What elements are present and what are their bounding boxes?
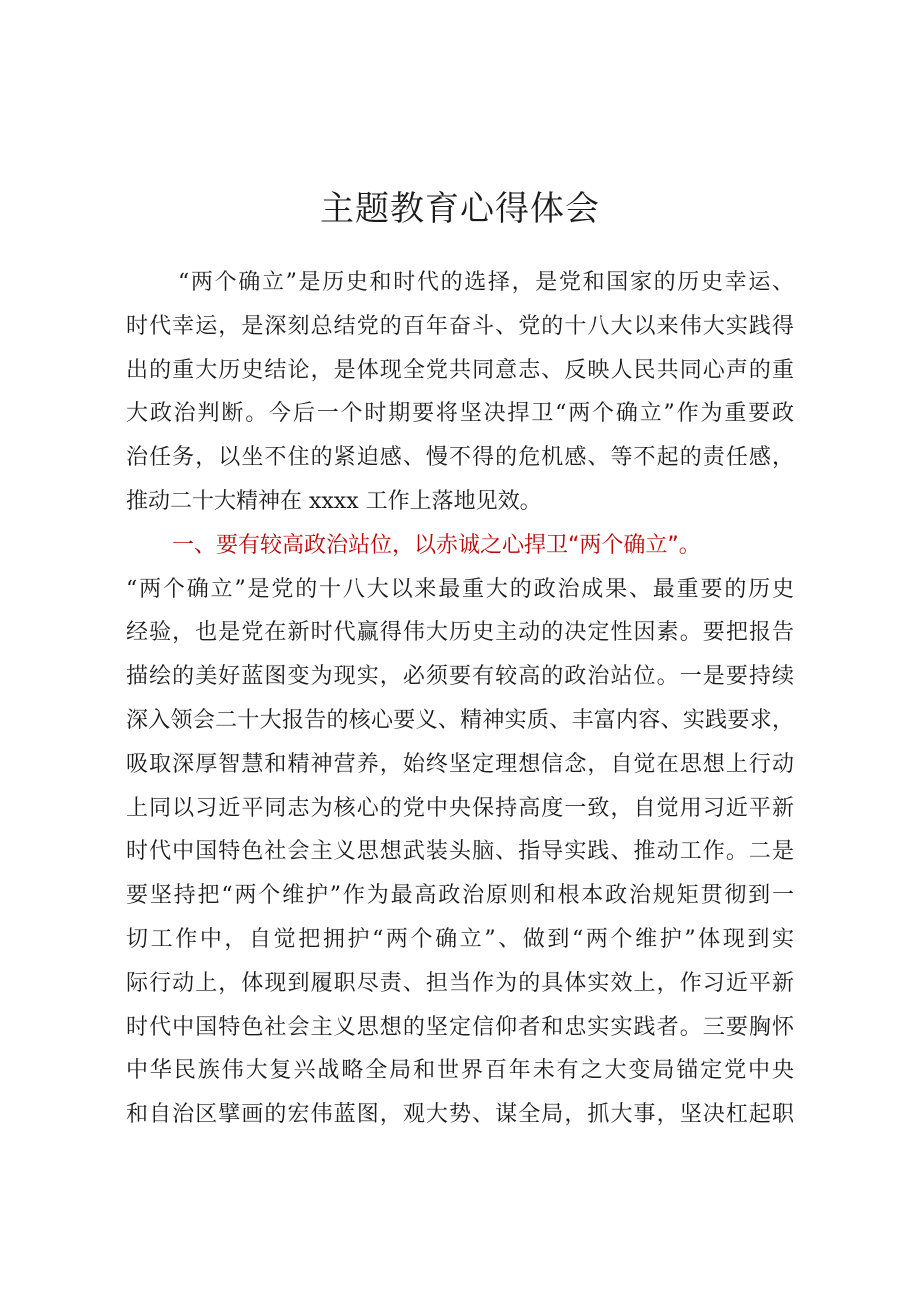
paragraph-line: 深入领会二十大报告的核心要义、精神实质、丰富内容、实践要求，: [126, 707, 794, 733]
paragraph-line: 际行动上，体现到履职尽责、担当作为的具体实效上，作习近平新: [126, 970, 794, 996]
section-heading: 一、要有较高政治站位，以赤诚之心捍卫“两个确立”。: [172, 532, 701, 558]
paragraph-line: 要坚持把“两个维护”作为最高政治原则和根本政治规矩贯彻到一: [126, 883, 794, 909]
paragraph-line: 和自治区擘画的宏伟蓝图，观大势、谋全局，抓大事，坚决杠起职: [126, 1102, 794, 1128]
paragraph-line: 切工作中，自觉把拥护“两个确立”、做到“两个维护”体现到实: [126, 926, 794, 952]
paragraph-line: 经验，也是党在新时代赢得伟大历史主动的决定性因素。要把报告: [126, 620, 794, 646]
paragraph-line: 时代中国特色社会主义思想武装头脑、指导实践、推动工作。二是: [126, 839, 794, 865]
paragraph-line: 中华民族伟大复兴战略全局和世界百年未有之大变局锚定党中央: [126, 1058, 794, 1084]
document-body: [126, 261, 794, 1137]
paragraph-line: “两个确立”是历史和时代的选择，是党和国家的历史幸运、: [178, 270, 794, 295]
paragraph-line: 时代幸运，是深刻总结党的百年奋斗、党的十八大以来伟大实践得: [126, 313, 794, 339]
paragraph-line: 治任务，以坐不住的紧迫感、慢不得的危机感、等不起的责任感，: [126, 445, 794, 471]
paragraph-line: “两个确立”是党的十八大以来最重大的政治成果、最重要的历史: [126, 576, 794, 602]
paragraph-line: 吸取深厚智慧和精神营养，始终坚定理想信念，自觉在思想上行动: [126, 751, 794, 777]
paragraph-line: 推动二十大精神在 xxxx 工作上落地见效。: [126, 488, 542, 514]
paragraph-line: 描绘的美好蓝图变为现实，必须要有较高的政治站位。一是要持续: [126, 664, 794, 690]
paragraph-line: 时代中国特色社会主义思想的坚定信仰者和忠实实践者。三要胸怀: [126, 1014, 794, 1040]
paragraph-line: 上同以习近平同志为核心的党中央保持高度一致，自觉用习近平新: [126, 795, 794, 821]
paragraph-line: 大政治判断。今后一个时期要将坚决捍卫“两个确立”作为重要政: [126, 401, 794, 427]
paragraph-line: 出的重大历史结论，是体现全党共同意志、反映人民共同心声的重: [126, 357, 794, 383]
document-title: 主题教育心得体会: [320, 189, 600, 229]
